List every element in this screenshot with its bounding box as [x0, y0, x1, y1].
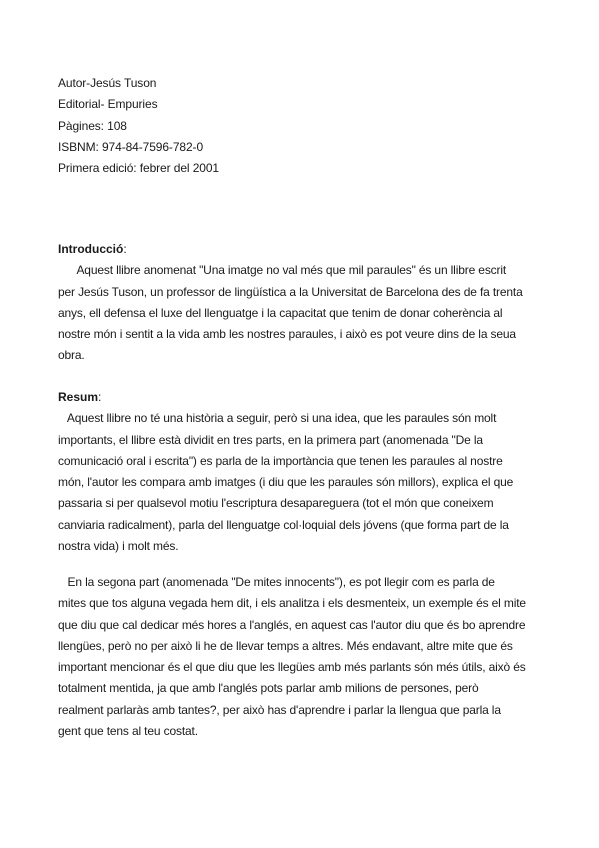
- resum-section: [58, 387, 542, 557]
- intro-paragraph: [58, 260, 542, 366]
- part2-line: En la segona part (anomenada "De mites innocents"), es pot llegir com es parla de: [58, 575, 495, 589]
- book-metadata: [58, 73, 538, 179]
- part2-paragraph: [58, 572, 542, 742]
- intro-heading-text: Introducció: [58, 242, 124, 256]
- edition-line: Primera edició: febrer del 2001: [58, 161, 219, 176]
- part2-line: realment parlaràs amb tantes?, per això has d'aprendre i parlar la llengua que parla la: [58, 702, 501, 717]
- resum-line: món, l'autor les compara amb imatges (i diu que les paraules són millors), explica el que: [58, 475, 514, 490]
- part2-line: gent que tens al teu costat.: [58, 724, 198, 739]
- part2-section: [58, 572, 542, 742]
- part2-line: mites que tos alguna vegada hem dit, i els analitza i els desmenteix, un exemple és el mite: [58, 596, 526, 611]
- intro-line: per Jesús Tuson, un professor de lingüística a la Universitat de Barcelona des de fa trenta: [58, 284, 523, 299]
- intro-heading-colon: :: [123, 242, 127, 256]
- part2-line: important mencionar és el que diu que les llegües amb més parlants són més útils, això és: [58, 660, 526, 675]
- intro-line: nostre món i sentit a la vida amb les nostres paraules, i això es pot veure dins de la seua: [58, 327, 516, 342]
- part2-line: totalment mentida, ja que amb l'anglés pots parlar amb milions de persones, però: [58, 681, 479, 696]
- isbn-line: ISBNM: 974-84-7596-782-0: [58, 139, 204, 154]
- part2-line: llengües, però no per això li he de llevar temps a altres. Més endavant, altre mite que és: [58, 638, 513, 653]
- resum-line: Aquest llibre no té una història a seguir, però si una idea, que les paraules són molt: [58, 411, 497, 426]
- author-line: Autor-Jesús Tuson: [58, 76, 157, 90]
- resum-line: comunicació oral i escrita") es parla de la importància que tenen les paraules al nostre: [58, 453, 503, 468]
- publisher-line: Editorial- Empuries: [58, 97, 158, 112]
- resum-paragraph: [58, 408, 542, 557]
- pages-line: Pàgines: 108: [58, 118, 127, 133]
- resum-line: canviaria radicalment), parla del llenguatge col·loquial dels jóvens (que forma part de la: [58, 517, 509, 532]
- resum-heading-colon: :: [98, 390, 102, 404]
- resum-line: passaria si per qualsevol motiu l'escriptura desapareguera (tot el món que coneixem: [58, 496, 494, 511]
- resum-heading-text: Resum: [58, 390, 99, 404]
- intro-line: obra.: [58, 348, 85, 363]
- resum-line: nostra vida) i molt més.: [58, 539, 179, 554]
- intro-line: Aquest llibre anomenat "Una imatge no val més que mil paraules" és un llibre escrit: [58, 263, 507, 278]
- part2-line: que diu que cal dedicar més hores a l'anglés, en aquest cas l'autor diu que és bo aprendre: [58, 617, 526, 632]
- intro-line: anys, ell defensa el luxe del llenguatge i la capacitat que tenim de donar coherència al: [58, 305, 503, 320]
- resum-heading: [58, 387, 542, 408]
- intro-section: [58, 239, 542, 367]
- intro-heading: [58, 239, 542, 260]
- resum-line: importants, el llibre està dividit en tres parts, en la primera part (anomenada "De la: [58, 432, 483, 447]
